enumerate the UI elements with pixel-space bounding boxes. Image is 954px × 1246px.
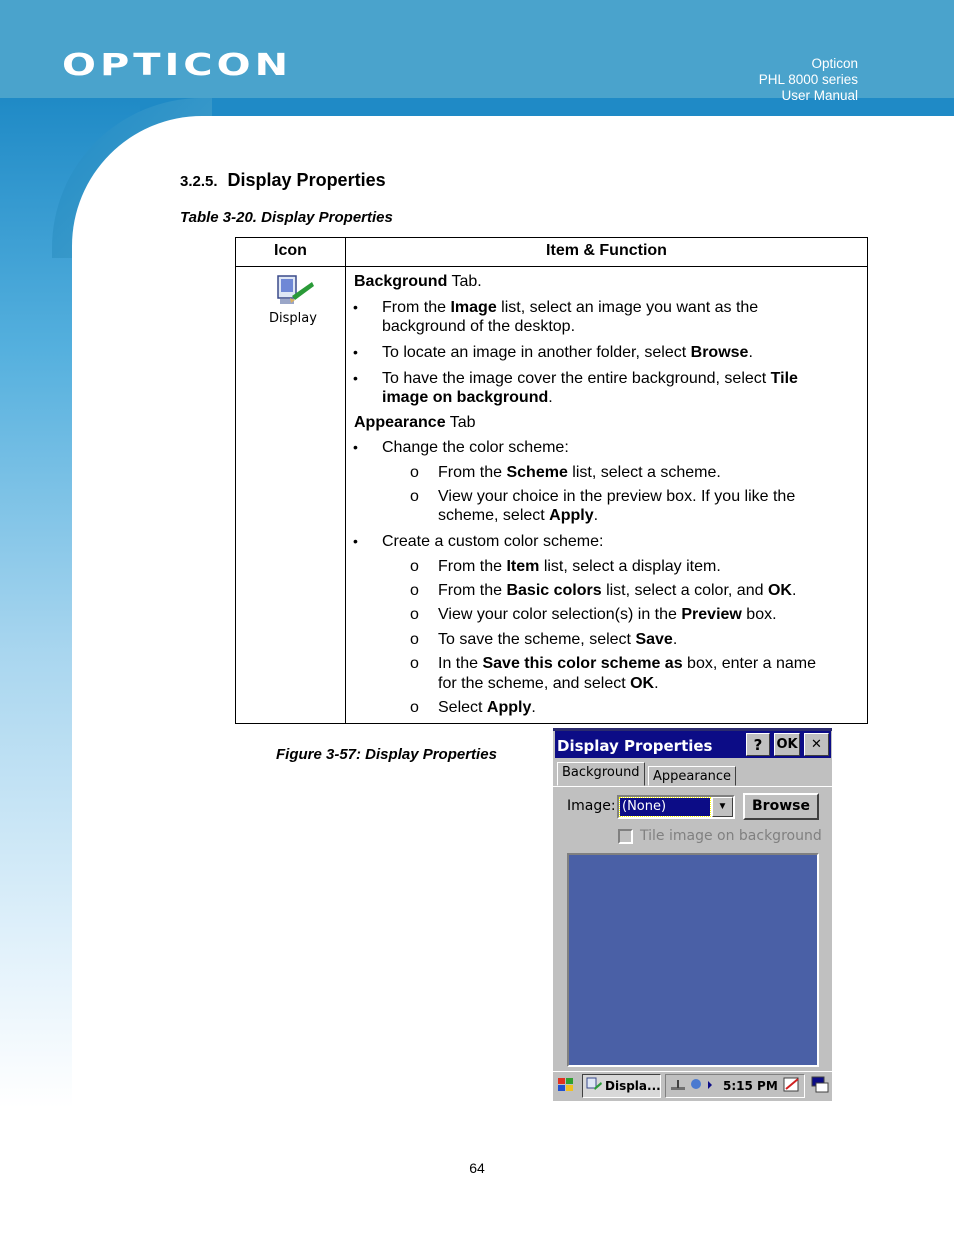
background-tab-heading: Background Tab. xyxy=(354,273,482,290)
sub-bullet: o xyxy=(410,699,419,716)
brand-line-doc: User Manual xyxy=(781,88,858,103)
bullet-change-scheme: Change the color scheme: xyxy=(382,439,569,456)
brand-line-product: PHL 8000 series xyxy=(758,72,858,87)
clock: 5:15 PM xyxy=(723,1079,778,1093)
sub-item-list: From the Item list, select a display item. xyxy=(438,558,721,575)
bullet: • xyxy=(353,439,358,455)
opticon-logo xyxy=(62,50,294,78)
brand-line-company: Opticon xyxy=(811,56,858,71)
sub-save-as: In the Save this color scheme as box, enter a name xyxy=(438,655,817,672)
sub-save-as-cont: for the scheme, and select OK. xyxy=(438,675,659,692)
sub-bullet: o xyxy=(410,488,419,505)
image-select-value[interactable]: (None) xyxy=(620,798,710,816)
brand-info xyxy=(759,56,858,104)
sub-save: To save the scheme, select Save. xyxy=(438,631,678,648)
bullet-tile: To have the image cover the entire background, select Tile xyxy=(382,370,798,387)
tab-background[interactable]: Background xyxy=(557,762,645,786)
bullet-image-list-cont: background of the desktop. xyxy=(382,318,576,335)
display-icon-label: Display xyxy=(269,311,317,326)
section-title xyxy=(180,170,386,191)
start-icon[interactable] xyxy=(556,1075,576,1095)
image-label: Image: xyxy=(567,798,616,814)
sub-scheme-list: From the Scheme list, select a scheme. xyxy=(438,464,721,481)
desktop-icon[interactable] xyxy=(810,1075,830,1095)
chevron-down-icon[interactable]: ▼ xyxy=(712,797,733,817)
sub-apply: Select Apply. xyxy=(438,699,536,716)
tab-strip-line xyxy=(553,786,832,787)
sub-bullet: o xyxy=(410,582,419,599)
sub-preview-box: View your color selection(s) in the Preview box. xyxy=(438,606,777,623)
sub-bullet: o xyxy=(410,464,419,481)
bullet: • xyxy=(353,370,358,386)
table-caption: Table 3-20. Display Properties xyxy=(180,209,393,226)
svg-text:OPTICON: OPTICON xyxy=(62,50,292,78)
display-app-icon xyxy=(586,1077,602,1093)
bullet: • xyxy=(353,533,358,549)
taskbar-app-label: Displa... xyxy=(605,1079,661,1093)
tile-checkbox-label: Tile image on background xyxy=(640,828,822,844)
table-header-icon: Icon xyxy=(274,242,307,259)
table-column-divider xyxy=(345,237,346,723)
input-panel-icon[interactable] xyxy=(782,1075,802,1095)
sub-bullet: o xyxy=(410,655,419,672)
table-header-divider xyxy=(235,266,867,267)
bullet-browse: To locate an image in another folder, select Browse. xyxy=(382,344,753,361)
section-title-text: Display Properties xyxy=(227,170,386,190)
bullet: • xyxy=(353,299,358,315)
sub-basic-colors: From the Basic colors list, select a color, and OK. xyxy=(438,582,797,599)
section-number: 3.2.5. xyxy=(180,173,218,190)
browse-button[interactable]: Browse xyxy=(743,793,819,820)
sub-bullet: o xyxy=(410,631,419,648)
background-preview xyxy=(567,853,819,1067)
sub-bullet: o xyxy=(410,606,419,623)
display-icon xyxy=(272,272,316,312)
page-number: 64 xyxy=(469,1160,485,1176)
ok-button[interactable]: OK xyxy=(774,733,800,756)
appearance-tab-heading: Appearance Tab xyxy=(354,414,476,431)
network-icon[interactable] xyxy=(669,1077,713,1093)
sub-preview: View your choice in the preview box. If you like the xyxy=(438,488,796,505)
close-button[interactable]: ✕ xyxy=(804,733,829,756)
tab-appearance[interactable]: Appearance xyxy=(648,766,736,786)
table-header-function: Item & Function xyxy=(546,242,667,259)
sub-preview-cont: scheme, select Apply. xyxy=(438,507,599,524)
bullet-image-list: From the Image list, select an image you want as the xyxy=(382,299,759,316)
figure-caption: Figure 3-57: Display Properties xyxy=(276,746,497,763)
bullet-tile-cont: image on background. xyxy=(382,389,553,406)
tile-checkbox[interactable] xyxy=(618,829,633,844)
sub-bullet: o xyxy=(410,558,419,575)
bullet-custom-scheme: Create a custom color scheme: xyxy=(382,533,604,550)
bullet: • xyxy=(353,344,358,360)
help-button[interactable]: ? xyxy=(746,733,770,756)
device-title: Display Properties xyxy=(557,737,713,755)
